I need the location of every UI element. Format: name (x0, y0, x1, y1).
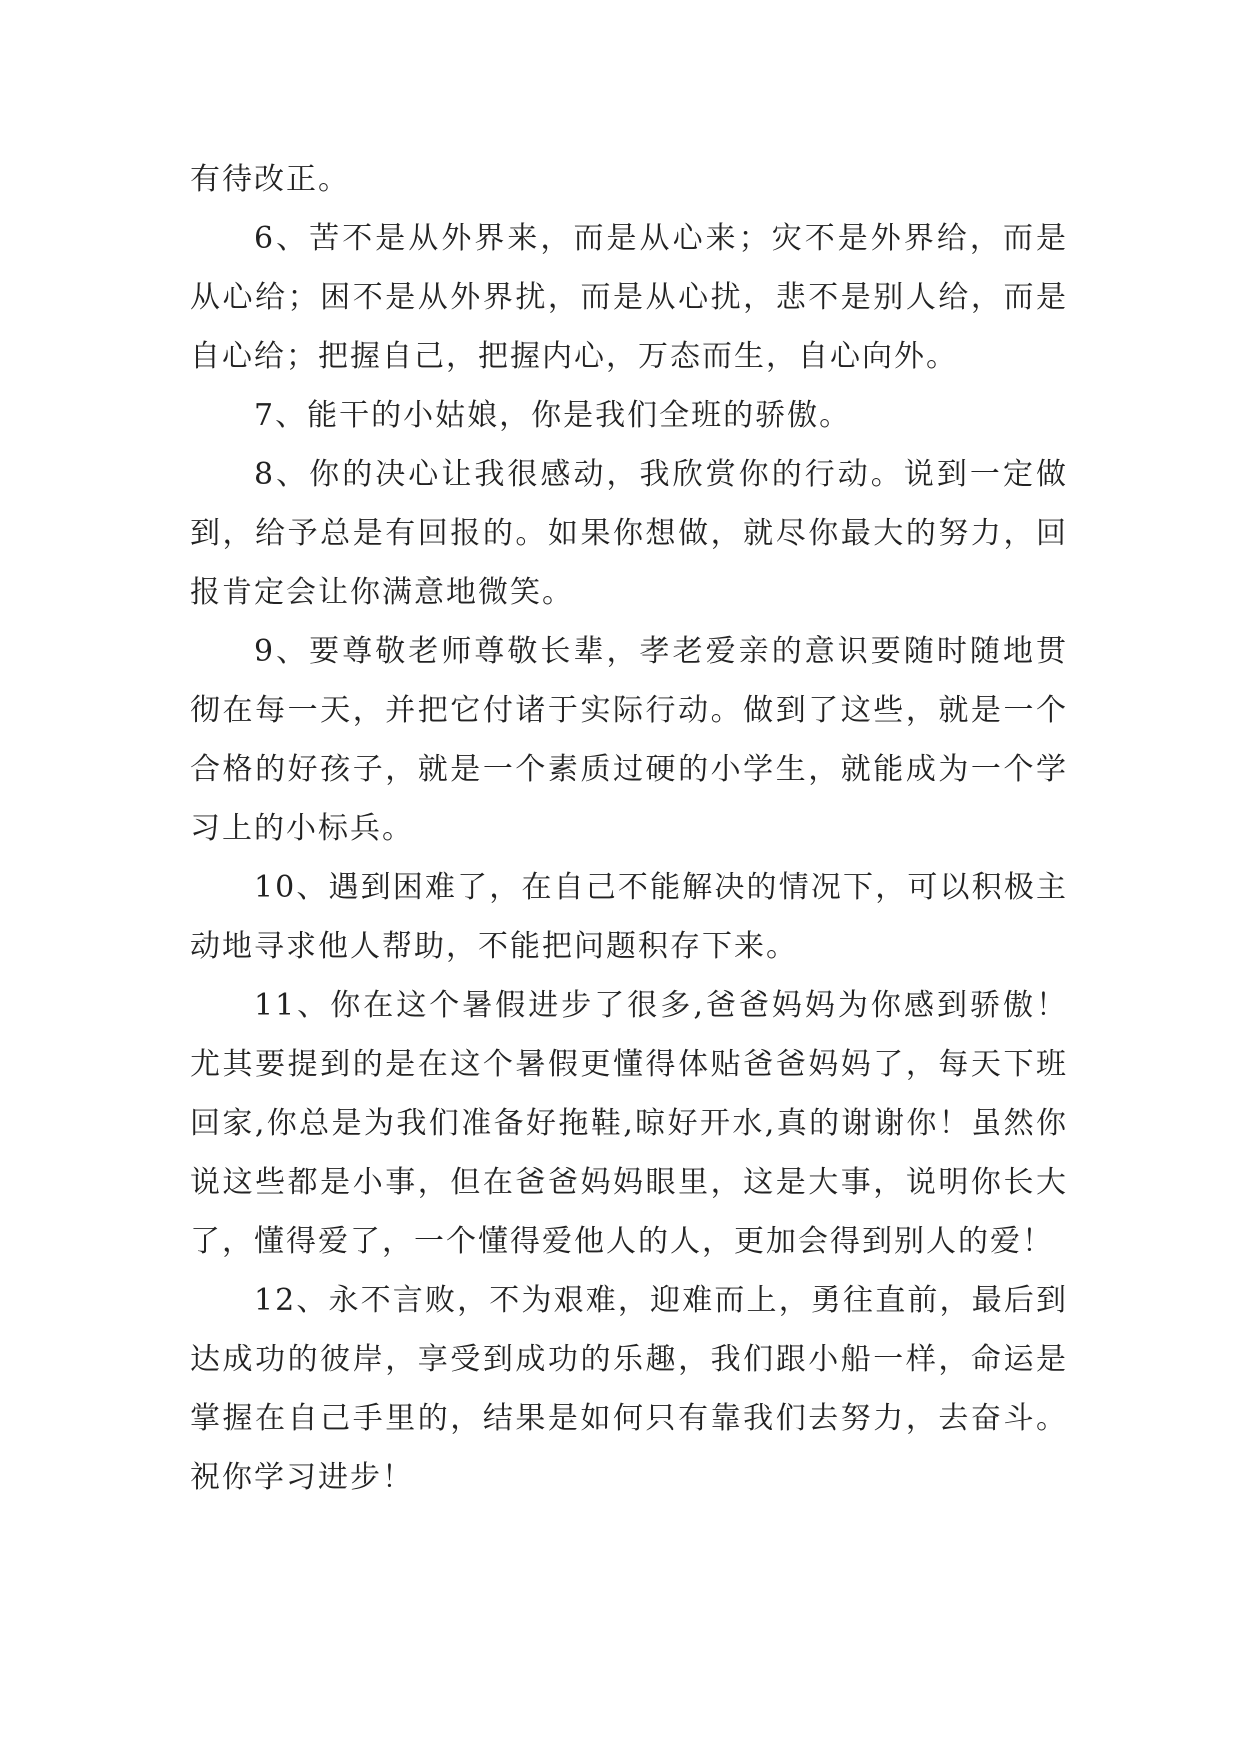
paragraph-item-8: 8、你的决心让我很感动，我欣赏你的行动。说到一定做到，给予总是有回报的。如果你想做，就尽你最大的努力，回报肯定会让你满意地微笑。 (190, 457, 1068, 610)
paragraph-item-10: 10、遇到困难了，在自己不能解决的情况下，可以积极主动地寻求他人帮助，不能把问题积存下来。 (190, 870, 1068, 964)
paragraph-item-9: 9、要尊敬老师尊敬长辈，孝老爱亲的意识要随时随地贯彻在每一天，并把它付诸于实际行动。做到了这些，就是一个合格的好孩子，就是一个素质过硬的小学生，就能成为一个学习上的小标兵。 (190, 634, 1068, 846)
paragraph-item-11: 11、你在这个暑假进步了很多,爸爸妈妈为你感到骄傲！尤其要提到的是在这个暑假更懂得体贴爸爸妈妈了，每天下班回家,你总是为我们准备好拖鞋,晾好开水,真的谢谢你！虽然你说这些都是小事，但在爸爸妈妈眼里，这是大事，说明你长大了，懂得爱了，一个懂得爱他人的人，更加会得到别人的爱！ (190, 988, 1068, 1259)
document-page (190, 150, 1068, 1507)
paragraph-item-7: 7、能干的小姑娘，你是我们全班的骄傲。 (254, 398, 852, 433)
paragraph-item-6: 6、苦不是从外界来，而是从心来；灾不是外界给，而是从心给；困不是从外界扰，而是从心扰，悲不是别人给，而是自心给；把握自己，把握内心，万态而生，自心向外。 (190, 221, 1068, 374)
paragraph-item-12: 12、永不言败，不为艰难，迎难而上，勇往直前，最后到达成功的彼岸，享受到成功的乐趣，我们跟小船一样，命运是掌握在自己手里的，结果是如何只有靠我们去努力，去奋斗。祝你学习进步！ (190, 1283, 1068, 1495)
paragraph-continuation: 有待改正。 (190, 162, 350, 197)
